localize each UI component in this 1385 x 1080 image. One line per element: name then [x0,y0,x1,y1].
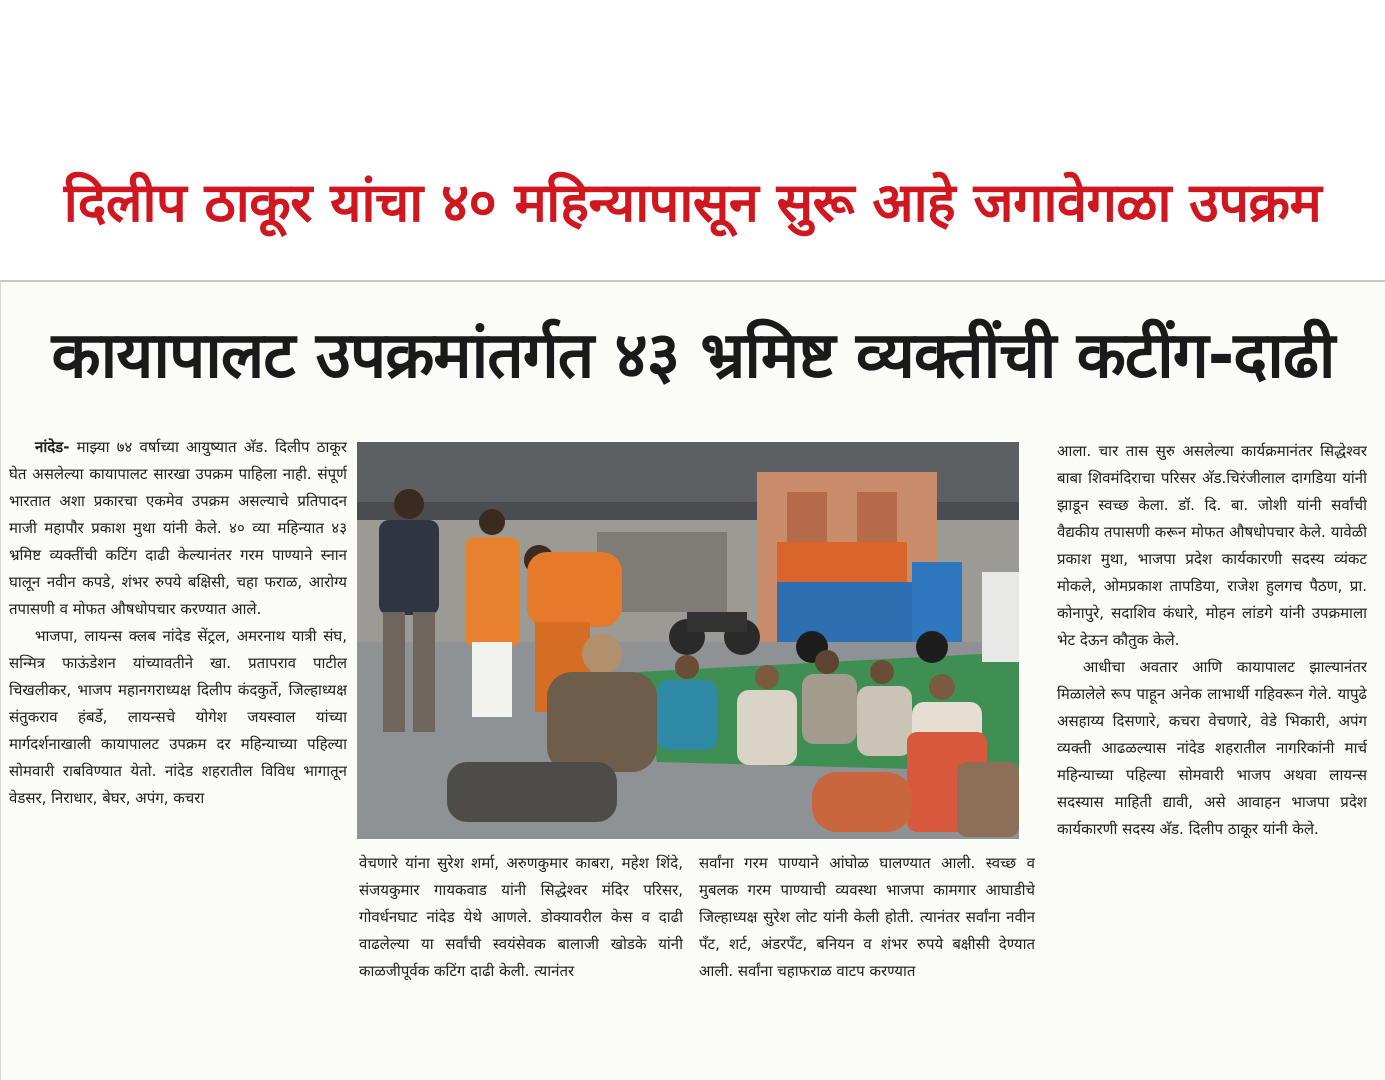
article-paragraph: आला. चार तास सुरु असलेल्या कार्यक्रमानंतर सिद्धेश्वर बाबा शिवमंदिराचा परिसर अ‍ॅड.चिरंजीलाल दागडिया यांनी झाडून स्वच्छ केला. डॉ. दि. बा. जोशी यांनी सर्वांची वैद्यकीय तपासणी करून मोफत औषधोपचार केले. यावेळी प्रकाश मुथा, भाजपा प्रदेश कार्यकारणी सदस्य व्यंकट मोकले, ओमप्रकाश तापडिया, राजेश हुलगच पैठण, प्रा. कोनापुरे, सदाशिव कंधारे, मोहन लांडगे यांनी उपक्रमाला भेट देऊन कौतुक केले. [1057,442,1367,649]
article-paragraph: सर्वांना गरम पाण्याने आंघोळ घालण्यात आली. स्वच्छ व मुबलक गरम पाण्याची व्यवस्था भाजपा कामगार आघाडीचे जिल्हाध्यक्ष सुरेश लोट यांनी केली होती. त्यानंतर सर्वांना नवीन पँट, शर्ट, अंडरपँट, बनियन व शंभर रुपये बक्षीसी देण्यात आली. सर्वांना चहाफराळ वाटप करण्यात [699,854,1035,980]
article-column-bottom-2 [699,850,1035,1075]
article-column-bottom-1 [359,850,683,1075]
article-paragraph: आधीचा अवतार आणि कायापालट झाल्यानंतर मिळालेले रूप पाहून अनेक लाभार्थी गहिवरून गेले. यापुढे असहाय्य दिसणारे, कचरा वेचणारे, वेडे भिकारी, अपंग व्यक्ती आढळल्यास नांदेड शहरातील नागरिकांनी मार्च महिन्याच्या पहिल्या सोमवारी भाजप अथवा लायन्स सदस्यास माहिती द्यावी, असे आवाहन भाजपा प्रदेश कार्यकारणी सदस्य अ‍ॅड. दिलीप ठाकूर यांनी केले. [1057,658,1367,838]
article-headline: कायापालट उपक्रमांतर्गत ४३ भ्रमिष्ट व्यक्तींची कटींग-दाढी [51,318,1335,393]
article-column-right [1057,438,1367,1074]
article-column-left [9,434,347,1074]
article-paragraph: वेचणारे यांना सुरेश शर्मा, अरुणकुमार काबरा, महेश शिंदे, संजयकुमार गायकवाड यांनी सिद्धेश्वर मंदिर परिसर, गोवर्धनघाट नांदेड येथे आणले. डोक्यावरील केस व दाढी वाढलेल्या या सर्वांची स्वयंसेवक बालाजी खोडके यांनी काळजीपूर्वक कटिंग दाढी केली. त्यानंतर [359,854,683,980]
event-photo [357,442,1019,839]
article-paragraph [9,434,347,623]
dateline: नांदेड- [35,438,70,456]
newspaper-clipping [0,280,1385,1080]
article-paragraph: भाजपा, लायन्स क्लब नांदेड सेंट्रल, अमरनाथ यात्री संघ, सन्मित्र फाऊंडेशन यांच्यावतीने खा. प्रतापराव पाटील चिखलीकर, भाजप महानगराध्यक्ष दिलीप कंदकुर्ते, जिल्हाध्यक्ष संतुकराव हंबर्डे, लायन्सचे योगेश जयस्वाल यांच्या मार्गदर्शनाखाली कायापालट उपक्रम दर महिन्याच्या पहिल्या सोमवारी राबविण्यात येतो. नांदेड शहरातील विविध भागातून वेडसर, निराधार, बेघर, अपंग, कचरा [9,627,347,807]
banner-title: दिलीप ठाकूर यांचा ४० महिन्यापासून सुरू आहे जगावेगळा उपक्रम [63,171,1322,234]
paragraph-text: माझ्या ७४ वर्षाच्या आयुष्यात अ‍ॅड. दिलीप ठाकूर घेत असलेल्या कायापालट सारखा उपक्रम पाहिला नाही. संपूर्ण भारतात अशा प्रकारचा एकमेव उपक्रम असल्याचे प्रतिपादन माजी महापौर प्रकाश मुथा यांनी केले. ४० व्या महिन्यात ४३ भ्रमिष्ट व्यक्तींची कटिंग दाढी केल्यानंतर गरम पाण्याने स्नान घालून नवीन कपडे, शंभर रुपये बक्षिसी, चहा फराळ, आरोग्य तपासणी व मोफत औषधोपचार करण्यात आले. [9,438,347,618]
photo-illustration [357,442,1019,839]
